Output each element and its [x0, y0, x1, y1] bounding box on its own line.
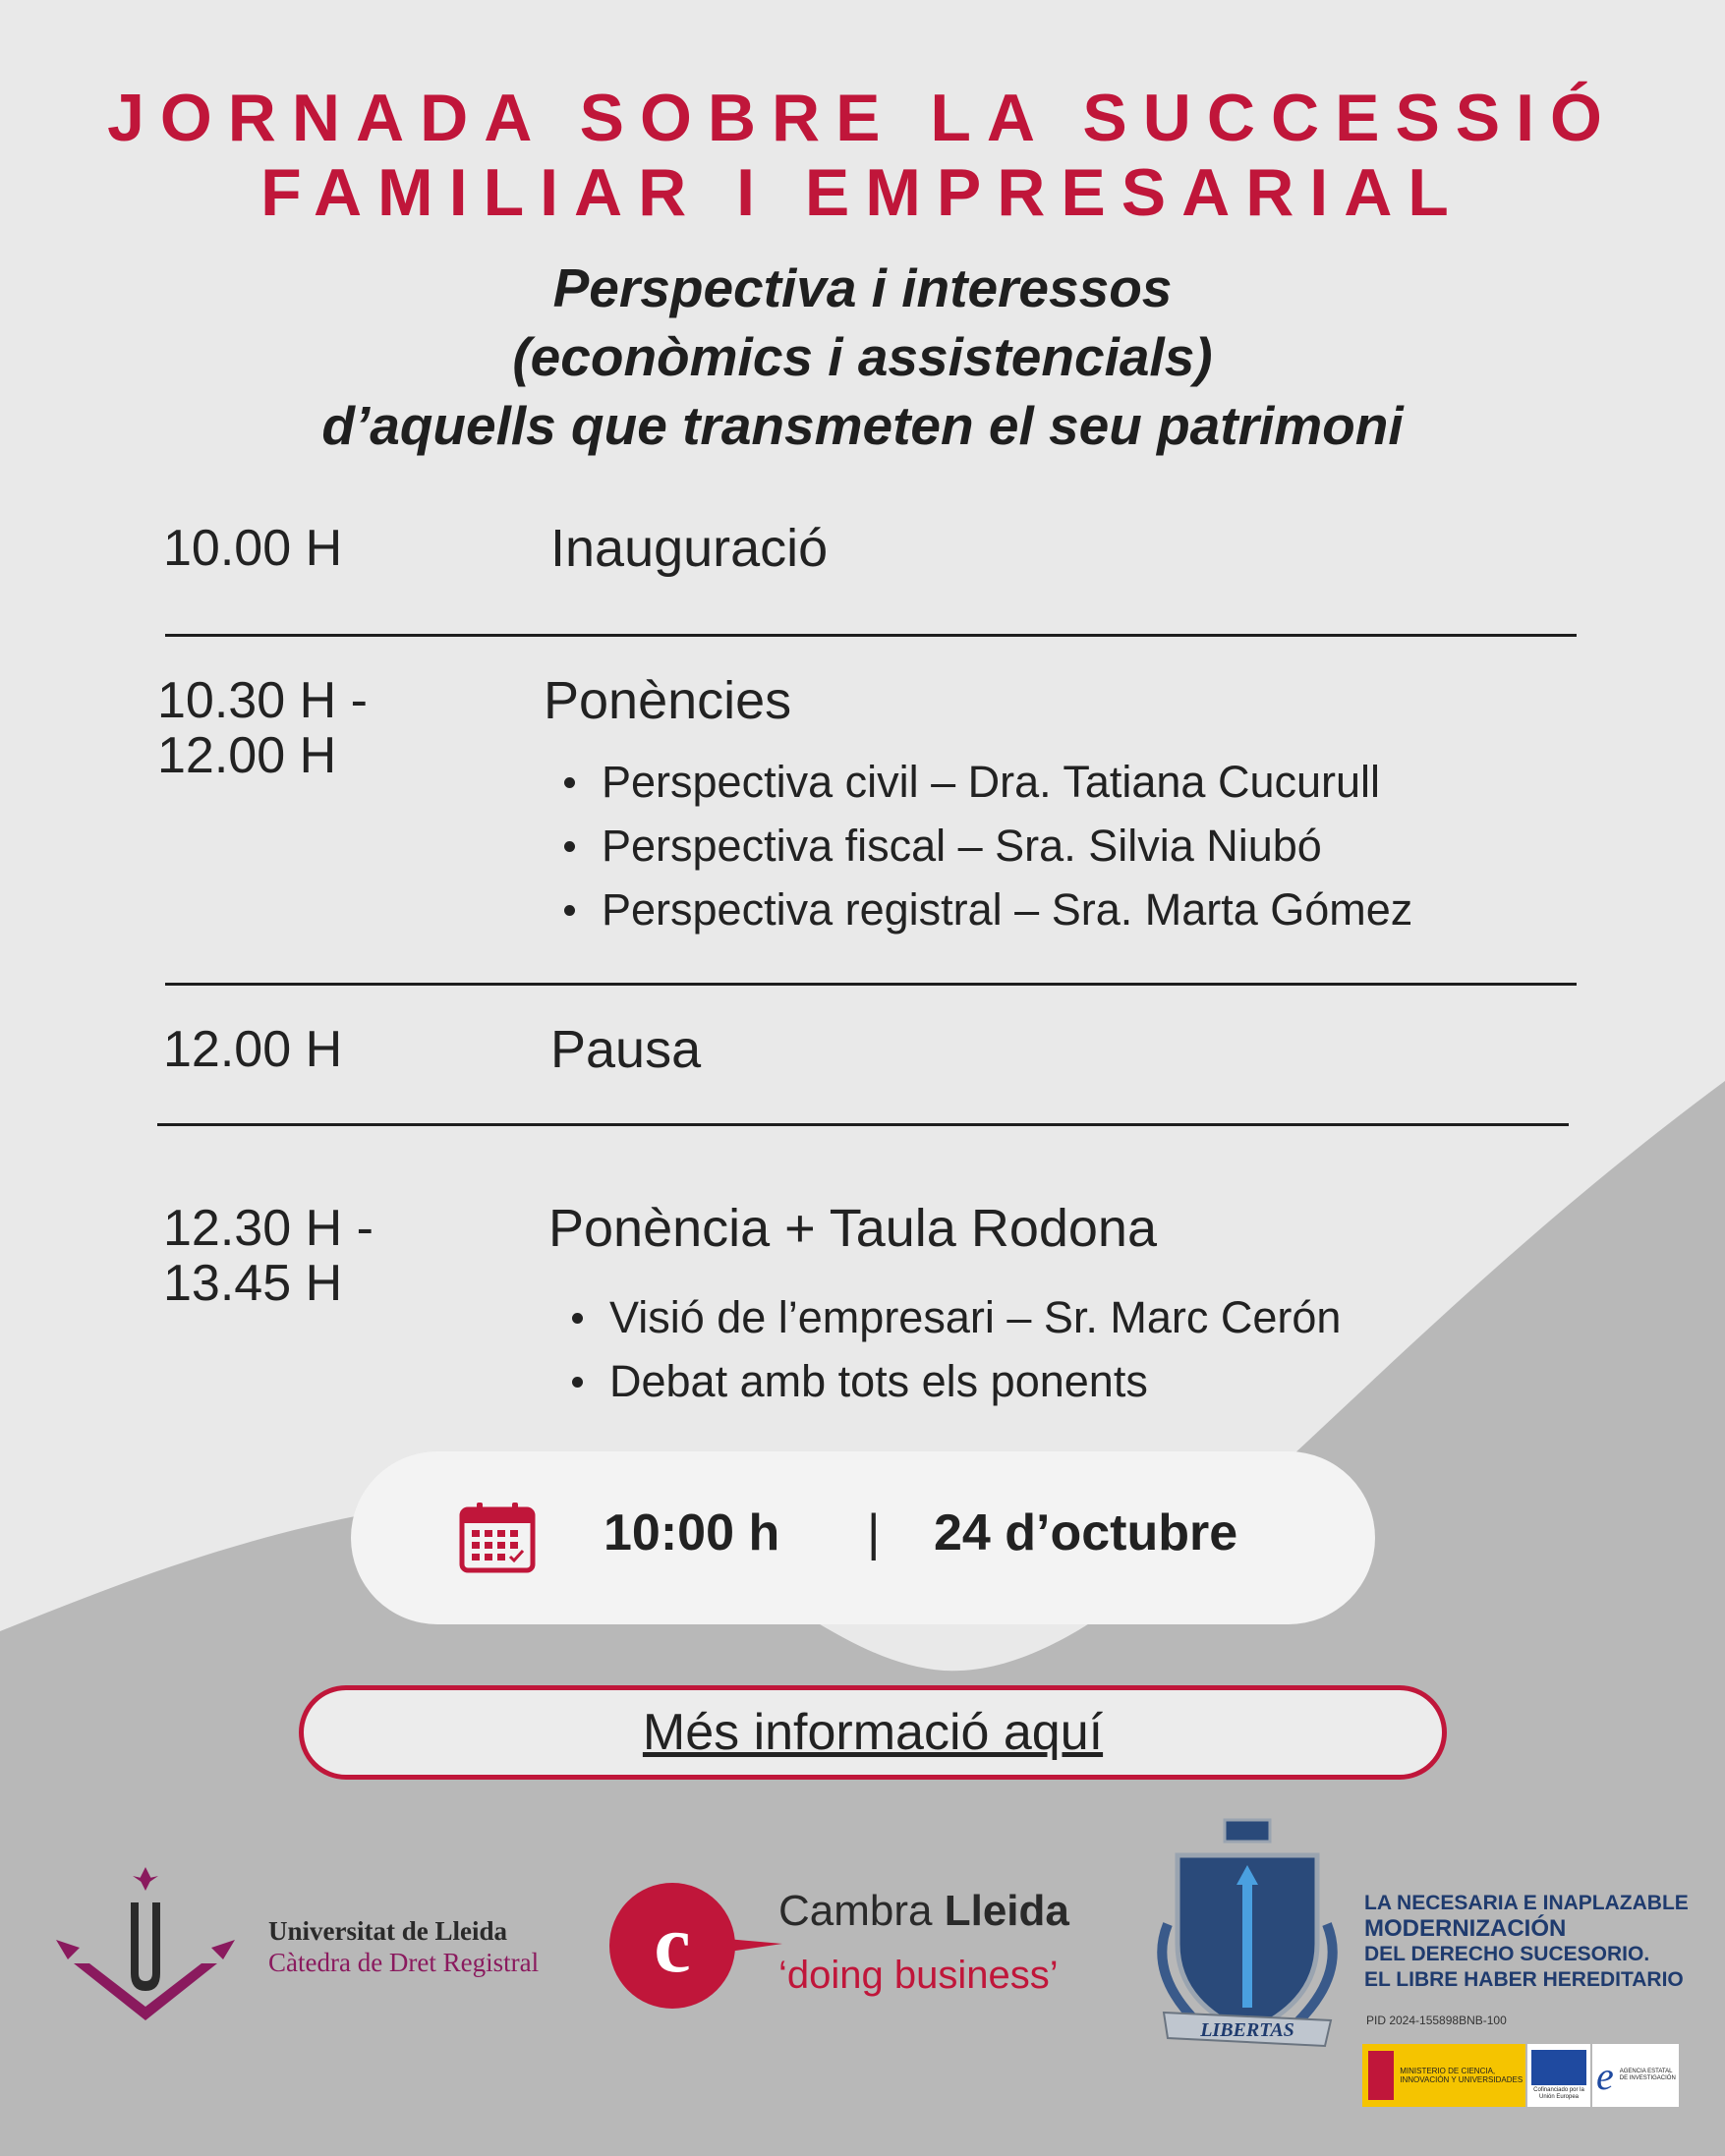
spain-crest-icon [1368, 2051, 1394, 2100]
divider [165, 634, 1577, 637]
cambra-name: Cambra Lleida [778, 1887, 1069, 1935]
event-date: 24 d’octubre [934, 1504, 1238, 1561]
divider [157, 1123, 1569, 1126]
project-line-4: EL LIBRE HABER HEREDITARIO [1364, 1968, 1684, 1991]
list-item: Visió de l’empresari – Sr. Marc Cerón [556, 1285, 1341, 1349]
schedule-label: Inauguració [550, 519, 829, 578]
project-pid: PID 2024-155898BNB-100 [1366, 2014, 1507, 2027]
eu-flag-icon [1531, 2050, 1586, 2085]
divider [165, 983, 1577, 986]
schedule-label: Ponència + Taula Rodona [548, 1199, 1157, 1258]
udl-logo-icon [54, 1865, 237, 2022]
cambra-logo-icon [607, 1881, 784, 2011]
page-title-line-1: JORNADA SOBRE LA SUCCESSIÓ [107, 81, 1618, 155]
schedule-time: 12.00 H [163, 1021, 343, 1078]
svg-text:c: c [654, 1899, 691, 1990]
project-line-3: DEL DERECHO SUCESORIO. [1364, 1943, 1650, 1965]
list-item: Perspectiva registral – Sra. Marta Gómez [548, 878, 1412, 941]
list-item: Perspectiva fiscal – Sra. Silvia Niubó [548, 814, 1412, 878]
list-item: Debat amb tots els ponents [556, 1349, 1341, 1413]
calendar-icon [459, 1502, 536, 1574]
schedule-time-start: 12.30 H - [163, 1200, 374, 1257]
udl-subtitle: Càtedra de Dret Registral [268, 1948, 540, 1977]
subtitle-line-3: d’aquells que transmeten el seu patrimoni [321, 395, 1404, 456]
more-info-button[interactable] [299, 1685, 1447, 1780]
project-line-1: LA NECESARIA E INAPLAZABLE [1364, 1892, 1689, 1914]
talk-list [556, 1285, 1341, 1413]
schedule-label: Ponències [544, 671, 792, 730]
project-line-2: MODERNIZACIÓN [1364, 1915, 1567, 1942]
subtitle-line-1: Perspectiva i interessos [552, 257, 1173, 318]
ministry-logo: MINISTERIO DE CIENCIA, INNOVACIÓN Y UNIVERSIDADES [1362, 2044, 1525, 2107]
page-title-line-2: FAMILIAR I EMPRESARIAL [260, 155, 1465, 230]
svg-text:LIBERTAS: LIBERTAS [1200, 2019, 1294, 2041]
list-item: Perspectiva civil – Dra. Tatiana Cucurull [548, 750, 1412, 814]
libertas-shield-icon [1138, 1806, 1356, 2056]
event-time: 10:00 h [604, 1504, 780, 1561]
more-info-link[interactable]: Més informació aquí [642, 1704, 1104, 1761]
talk-list [548, 750, 1412, 941]
schedule-label: Pausa [550, 1020, 702, 1079]
subtitle-line-2: (econòmics i assistencials) [512, 326, 1213, 387]
aei-icon: e [1596, 2053, 1614, 2098]
eu-logo: Cofinanciado por la Unión Europea [1527, 2044, 1590, 2107]
udl-name: Universitat de Lleida [268, 1916, 507, 1946]
separator: | [867, 1504, 881, 1561]
schedule-time-end: 12.00 H [157, 727, 337, 784]
cambra-tagline: ‘doing business’ [778, 1954, 1059, 1997]
schedule-time-start: 10.30 H - [157, 672, 368, 729]
schedule-time: 10.00 H [163, 520, 343, 577]
schedule-time-end: 13.45 H [163, 1255, 343, 1312]
agency-logo: e AGENCIA ESTATAL DE INVESTIGACIÓN [1592, 2044, 1679, 2107]
